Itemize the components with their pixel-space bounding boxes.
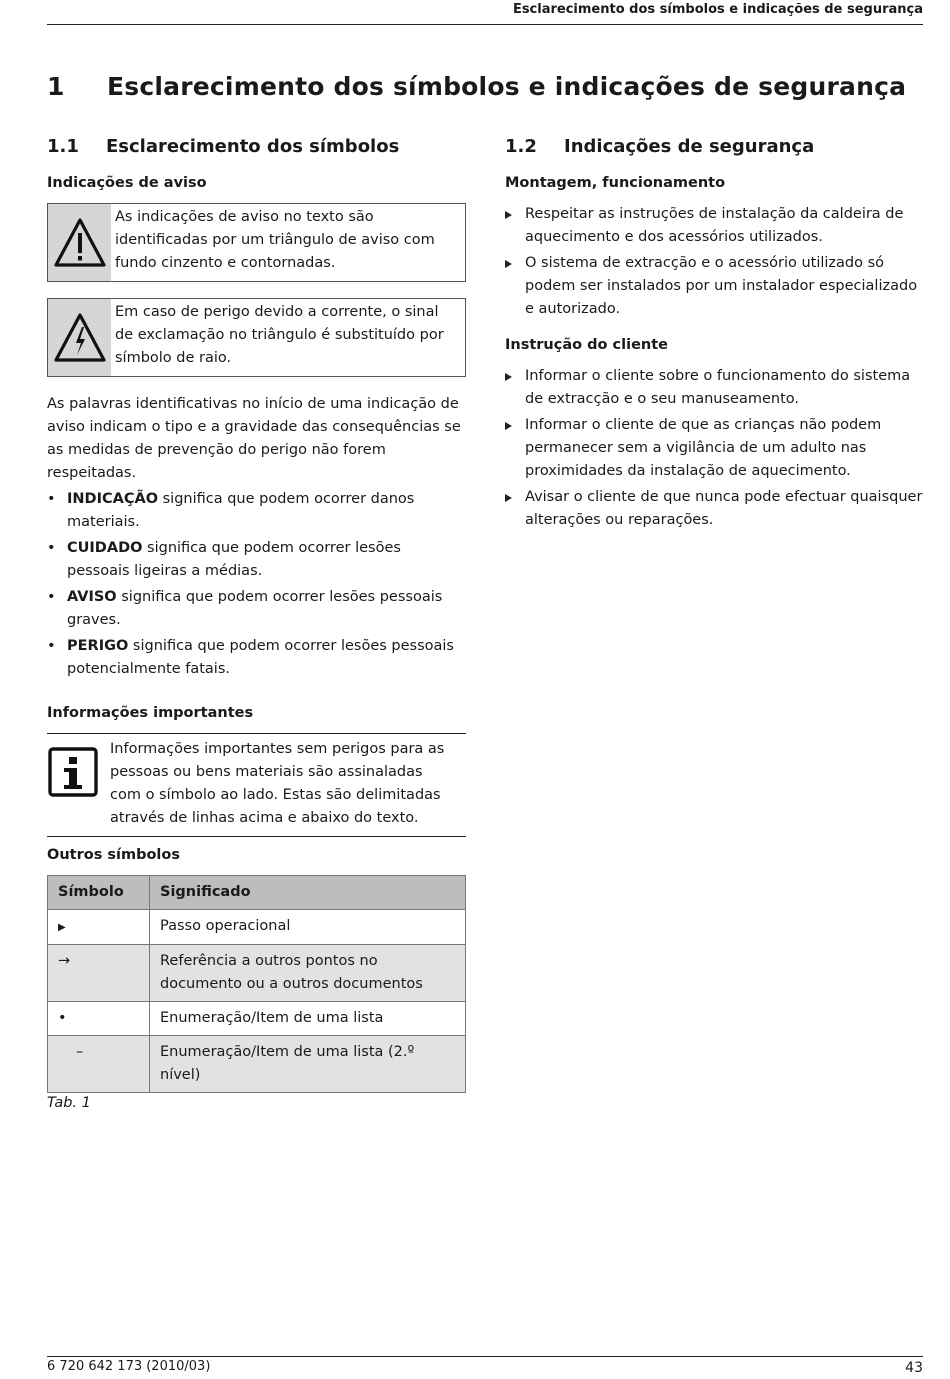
table-header-meaning: Significado	[150, 876, 466, 910]
step-triangle-icon	[505, 494, 512, 502]
signal-word: PERIGO	[67, 638, 129, 654]
section-1-1-number: 1.1	[47, 136, 79, 157]
step-triangle-icon	[505, 211, 512, 219]
table-caption: Tab. 1	[47, 1095, 91, 1111]
warning-box-electrical	[47, 298, 466, 377]
bullet-glyph: •	[47, 589, 56, 605]
table-row	[48, 1036, 466, 1093]
warning-box-electrical-text: Em caso de perigo devido a corrente, o sinal de exclamação no triângulo é substituído por símbolo de raio.	[115, 304, 444, 366]
list-item-text: Respeitar as instruções de instalação da caldeira de aquecimento e dos acessórios utilizados.	[525, 206, 904, 245]
page-number: 43	[905, 1360, 923, 1376]
warnings-heading: Indicações de aviso	[47, 175, 207, 191]
step-triangle-icon	[505, 373, 512, 381]
table-cell-meaning: Enumeração/Item de uma lista	[150, 1002, 466, 1036]
table-cell-symbol	[48, 910, 150, 945]
assembly-heading: Montagem, funcionamento	[505, 175, 726, 191]
left-column	[47, 136, 466, 1111]
list-item	[505, 486, 925, 532]
list-item-text: Informar o cliente de que as crianças não podem permanecer sem a vigilância de um adulto nas proximidades da instalação de aquecimento.	[525, 417, 882, 479]
list-item-text: Avisar o cliente de que nunca pode efectuar quaisquer alterações ou reparações.	[525, 489, 923, 528]
electrical-warning-icon-cell	[48, 299, 111, 376]
signal-word-text: significa que podem ocorrer lesões pessoais graves.	[67, 589, 443, 628]
table-cell-symbol: →	[48, 945, 150, 1002]
list-item	[47, 537, 466, 583]
customer-heading: Instrução do cliente	[505, 337, 668, 353]
page-footer	[47, 1356, 923, 1377]
table-row	[48, 945, 466, 1002]
list-item	[47, 586, 466, 632]
warning-triangle-icon	[53, 216, 107, 270]
section-1-2-number: 1.2	[505, 136, 537, 157]
section-1-1-heading	[47, 136, 466, 157]
info-heading: Informações importantes	[47, 705, 254, 721]
table-cell-symbol: •	[48, 1002, 150, 1036]
signal-words-list	[47, 488, 466, 681]
warning-box-general-text: As indicações de aviso no texto são identificadas por um triângulo de aviso com fundo cinzento e contornadas.	[115, 209, 435, 271]
document-number: 6 720 642 173 (2010/03)	[47, 1359, 211, 1374]
other-symbols-heading: Outros símbolos	[47, 847, 180, 863]
signal-words-intro: As palavras identificativas no início de uma indicação de aviso indicam o tipo e a gravidade das consequências se as medidas de prevenção do perigo não forem respeitadas.	[47, 396, 461, 481]
chapter-number: 1	[47, 72, 65, 101]
signal-word-text: significa que podem ocorrer lesões pessoais potencialmente fatais.	[67, 638, 454, 677]
step-triangle-icon	[505, 422, 512, 430]
customer-list	[505, 365, 925, 532]
list-item	[505, 203, 925, 249]
right-column	[505, 136, 925, 542]
warning-box-general	[47, 203, 466, 282]
running-header-title: Esclarecimento dos símbolos e indicações de segurança	[512, 2, 923, 17]
list-item-text: O sistema de extracção e o acessório utilizado só podem ser instalados por um instalador especializado e autorizado.	[525, 255, 918, 317]
bullet-glyph: •	[47, 491, 56, 507]
list-item	[47, 635, 466, 681]
bullet-glyph: •	[47, 638, 56, 654]
step-triangle-icon	[505, 260, 512, 268]
info-box-text: Informações importantes sem perigos para as pessoas ou bens materiais são assinaladas com o símbolo ao lado. Estas são delimitadas através de linhas acima e abaixo do texto.	[110, 741, 445, 826]
table-cell-meaning: Referência a outros pontos no documento ou a outros documentos	[150, 945, 466, 1002]
list-item-text: Informar o cliente sobre o funcionamento do sistema de extracção e o seu manuseamento.	[525, 368, 911, 407]
lightning-triangle-icon	[53, 311, 107, 365]
table-row	[48, 1002, 466, 1036]
section-1-2-heading	[505, 136, 925, 157]
signal-word: AVISO	[67, 589, 117, 605]
section-1-2-title: Indicações de segurança	[564, 136, 815, 157]
table-header-row	[48, 876, 466, 910]
section-1-1-title: Esclarecimento dos símbolos	[106, 136, 400, 157]
warning-triangle-icon-cell	[48, 204, 111, 281]
info-box	[47, 733, 466, 837]
assembly-list	[505, 203, 925, 321]
signal-word-text: significa que podem ocorrer lesões pessoais ligeiras a médias.	[67, 540, 401, 579]
chapter-title-text: Esclarecimento dos símbolos e indicações de segurança	[107, 72, 907, 101]
symbols-table	[47, 875, 466, 1093]
list-item	[505, 252, 925, 321]
list-item	[505, 365, 925, 411]
signal-word: CUIDADO	[67, 540, 143, 556]
table-row	[48, 910, 466, 945]
signal-word-text: significa que podem ocorrer danos materiais.	[67, 491, 415, 530]
dash-glyph: –	[76, 1044, 84, 1060]
running-header	[47, 0, 923, 25]
chapter-title	[47, 72, 906, 101]
info-icon	[47, 746, 99, 798]
table-cell-symbol	[48, 1036, 150, 1093]
list-item	[505, 414, 925, 483]
info-icon-cell	[47, 738, 110, 830]
list-item	[47, 488, 466, 534]
table-cell-meaning: Passo operacional	[150, 910, 466, 945]
table-header-symbol: Símbolo	[48, 876, 150, 910]
table-cell-meaning: Enumeração/Item de uma lista (2.º nível)	[150, 1036, 466, 1093]
bullet-glyph: •	[47, 540, 56, 556]
step-triangle-glyph: ▶	[58, 922, 66, 933]
signal-word: INDICAÇÃO	[67, 491, 159, 507]
